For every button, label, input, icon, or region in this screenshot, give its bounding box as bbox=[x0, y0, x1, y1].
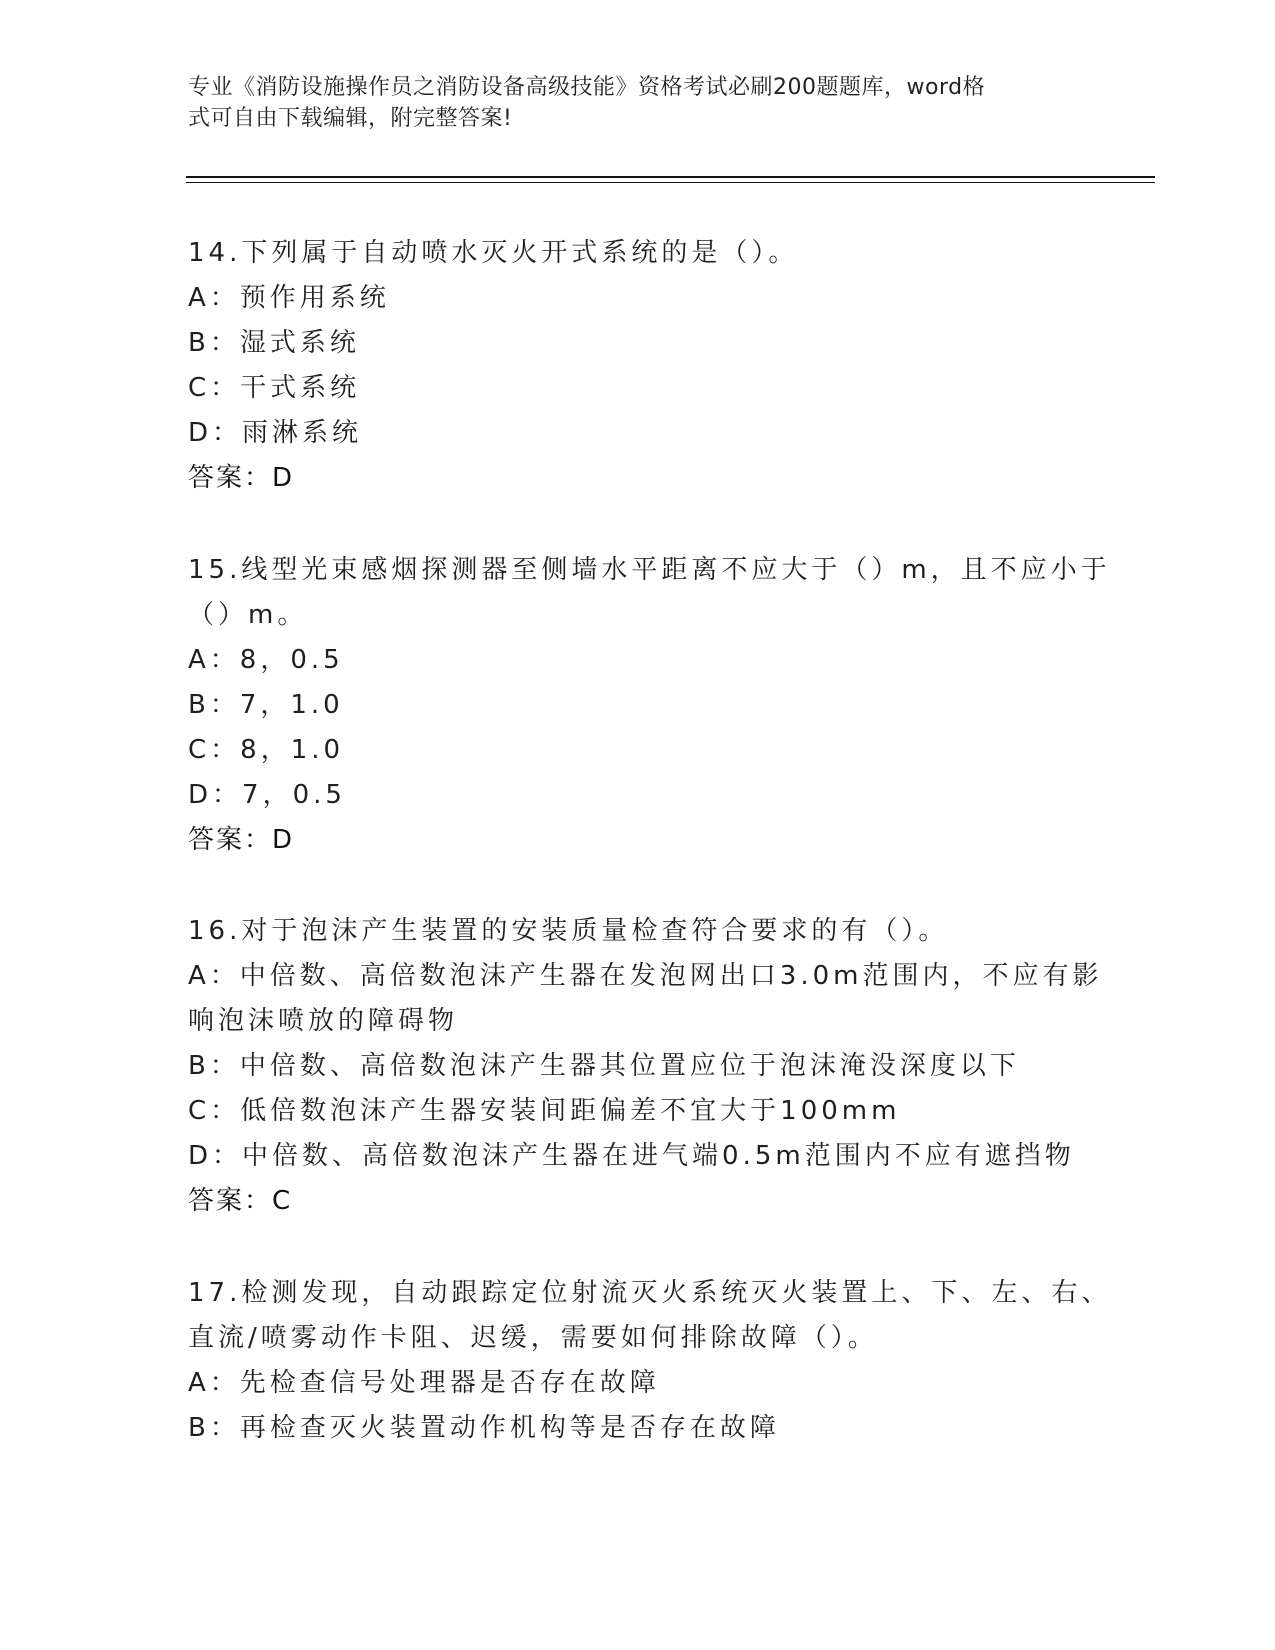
question-16-option-a-line-1: A：中倍数、高倍数泡沫产生器在发泡网出口3.0m范围内，不应有影 bbox=[188, 961, 1103, 991]
question-16-option-b: B：中倍数、高倍数泡沫产生器其位置应位于泡沫淹没深度以下 bbox=[188, 1051, 1020, 1081]
question-17-option-a: A：先检查信号处理器是否存在故障 bbox=[188, 1368, 660, 1398]
header-line-1: 专业《消防设施操作员之消防设备高级技能》资格考试必刷200题题库，word格 bbox=[188, 75, 986, 100]
question-15-stem-line-1: 15.线型光束感烟探测器至侧墙水平距离不应大于（）m，且不应小于 bbox=[188, 555, 1111, 585]
question-15-option-c: C：8，1.0 bbox=[188, 735, 345, 765]
question-16-option-d: D：中倍数、高倍数泡沫产生器在进气端0.5m范围内不应有遮挡物 bbox=[188, 1141, 1075, 1171]
question-15-stem-line-2: （）m。 bbox=[188, 600, 308, 630]
question-16-answer: 答案：C bbox=[188, 1186, 293, 1216]
question-17-stem-line-2: 直流/喷雾动作卡阻、迟缓，需要如何排除故障（）。 bbox=[188, 1323, 878, 1353]
question-14-option-a: A：预作用系统 bbox=[188, 283, 390, 313]
question-16-stem: 16.对于泡沫产生装置的安装质量检查符合要求的有（）。 bbox=[188, 916, 949, 946]
question-14-option-c: C：干式系统 bbox=[188, 373, 361, 403]
header-divider-thin bbox=[186, 182, 1155, 183]
question-14-answer: 答案：D bbox=[188, 463, 295, 493]
question-14-option-b: B：湿式系统 bbox=[188, 328, 360, 358]
question-15-option-d: D：7，0.5 bbox=[188, 780, 346, 810]
question-17-option-b: B：再检查灭火装置动作机构等是否存在故障 bbox=[188, 1413, 780, 1443]
question-15-option-b: B：7，1.0 bbox=[188, 690, 344, 720]
question-15-answer: 答案：D bbox=[188, 825, 295, 855]
header-divider-thick bbox=[186, 176, 1155, 178]
question-17-stem-line-1: 17.检测发现，自动跟踪定位射流灭火系统灭火装置上、下、左、右、 bbox=[188, 1278, 1112, 1308]
question-16-option-c: C：低倍数泡沫产生器安装间距偏差不宜大于100mm bbox=[188, 1096, 901, 1126]
question-16-option-a-line-2: 响泡沫喷放的障碍物 bbox=[188, 1006, 459, 1036]
question-14-option-d: D：雨淋系统 bbox=[188, 418, 363, 448]
header-line-2: 式可自由下载编辑，附完整答案! bbox=[188, 106, 513, 131]
document-header bbox=[188, 72, 1068, 134]
question-14-stem: 14.下列属于自动喷水灭火开式系统的是（）。 bbox=[188, 238, 799, 268]
question-15-option-a: A：8，0.5 bbox=[188, 645, 344, 675]
